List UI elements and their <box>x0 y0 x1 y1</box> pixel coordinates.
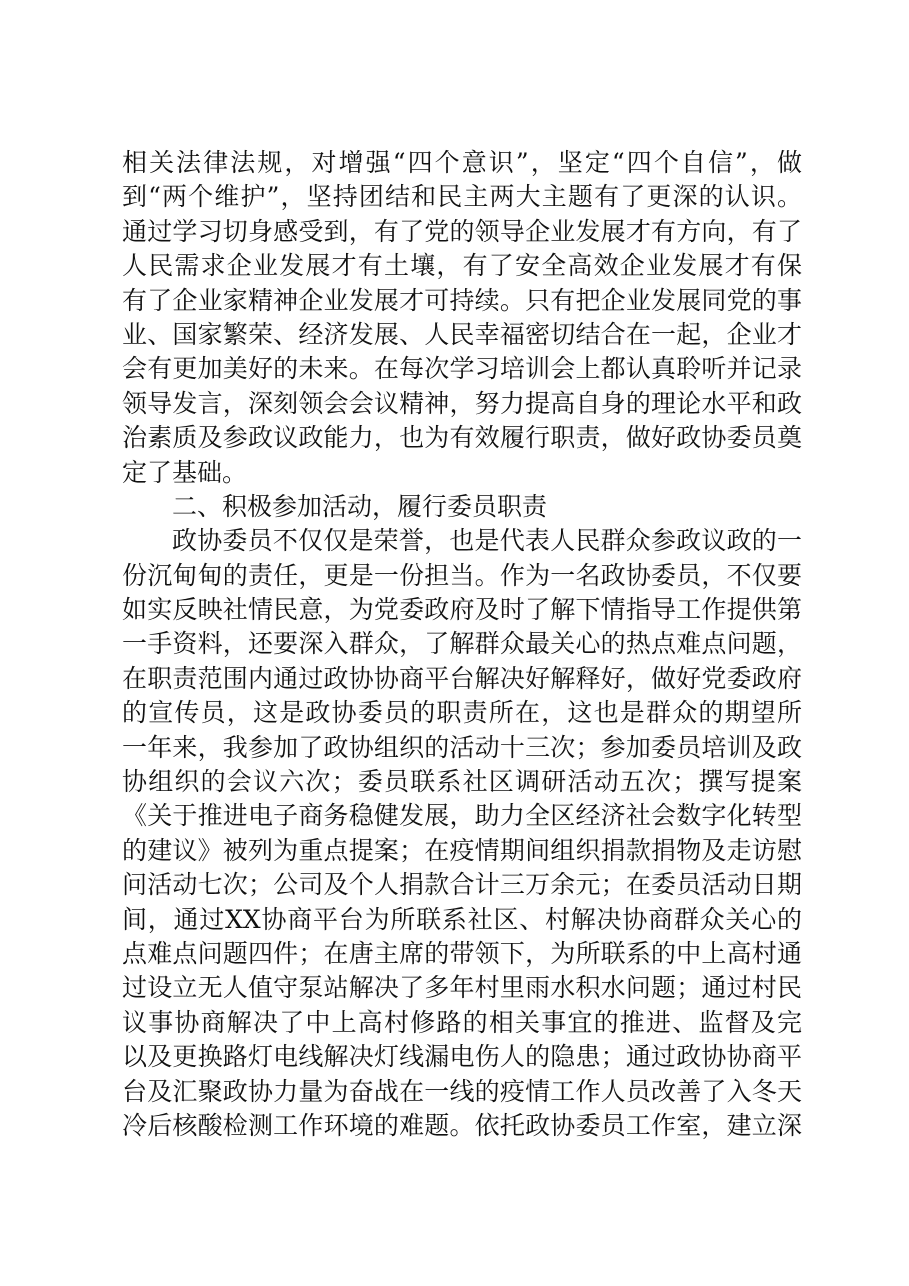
text-line: 定了基础。 <box>122 457 248 487</box>
text-line: 一年来，我参加了政协组织的活动十三次；参加委员培训及政 <box>122 732 802 762</box>
text-line: 到“两个维护”，坚持团结和民主两大主题有了更深的认识。 <box>122 182 802 212</box>
text-line: 以及更换路灯电线解决灯线漏电伤人的隐患；通过政协协商平 <box>122 1042 802 1072</box>
text-line: 相关法律法规，对增强“四个意识”，坚定“四个自信”，做 <box>122 148 802 177</box>
text-line: 间，通过XX协商平台为所联系社区、村解决协商群众关心的 <box>122 904 802 934</box>
text-line: 在职责范围内通过政协协商平台解决好解释好，做好党委政府 <box>122 663 802 693</box>
text-line: 一手资料，还要深入群众，了解群众最关心的热点难点问题， <box>122 629 802 659</box>
text-line: 点难点问题四件；在唐主席的带领下，为所联系的中上高村通 <box>122 938 802 968</box>
text-line: 如实反映社情民意，为党委政府及时了解下情指导工作提供第 <box>122 595 802 625</box>
text-line: 人民需求企业发展才有土壤，有了安全高效企业发展才有保 <box>122 251 802 281</box>
text-line: 业、国家繁荣、经济发展、人民幸福密切结合在一起，企业才 <box>122 319 802 349</box>
section-heading: 二、积极参加活动，履行委员职责 <box>172 491 548 521</box>
text-line: 政协委员不仅仅是荣誉，也是代表人民群众参政议政的一 <box>172 526 802 556</box>
text-line: 会有更加美好的未来。在每次学习培训会上都认真聆听并记录 <box>122 354 802 384</box>
text-line: 领导发言，深刻领会会议精神，努力提高自身的理论水平和政 <box>122 388 802 418</box>
document-body <box>122 146 802 1143</box>
text-line: 有了企业家精神企业发展才可持续。只有把企业发展同党的事 <box>122 285 802 315</box>
text-line: 过设立无人值守泵站解决了多年村里雨水积水问题；通过村民 <box>122 973 802 1003</box>
text-line: 治素质及参政议政能力，也为有效履行职责，做好政协委员奠 <box>122 423 802 453</box>
text-line: 冷后核酸检测工作环境的难题。依托政协委员工作室，建立深 <box>122 1110 802 1140</box>
text-line: 协组织的会议六次；委员联系社区调研活动五次；撰写提案 <box>122 767 802 797</box>
text-line: 份沉甸甸的责任，更是一份担当。作为一名政协委员，不仅要 <box>122 560 802 590</box>
text-line: 议事协商解决了中上高村修路的相关事宜的推进、监督及完 <box>122 1007 802 1037</box>
text-line: 台及汇聚政协力量为奋战在一线的疫情工作人员改善了入冬天 <box>122 1076 802 1106</box>
text-line: 的宣传员，这是政协委员的职责所在，这也是群众的期望所 <box>122 698 802 728</box>
text-line: 通过学习切身感受到，有了党的领导企业发展才有方向，有了 <box>122 216 802 246</box>
text-line: 问活动七次；公司及个人捐款合计三万余元；在委员活动日期 <box>122 870 802 900</box>
text-line: 《关于推进电子商务稳健发展，助力全区经济社会数字化转型 <box>122 801 802 831</box>
text-line: 的建议》被列为重点提案；在疫情期间组织捐款捐物及走访慰 <box>122 835 802 865</box>
